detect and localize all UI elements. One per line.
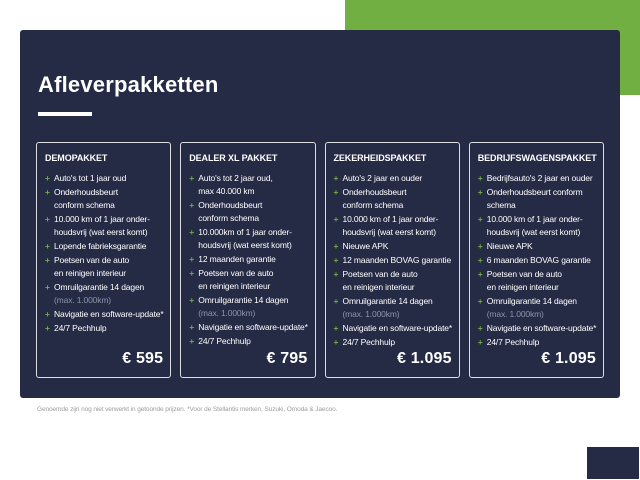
feature-line: Onderhoudsbeurt [198, 200, 263, 210]
package-feature-item [334, 254, 452, 267]
feature-line: 10.000km of 1 jaar onder- [198, 227, 292, 237]
plus-icon: + [189, 200, 195, 210]
feature-line: Auto's tot 2 jaar oud, [198, 173, 273, 183]
plus-icon: + [477, 173, 483, 183]
plus-icon: + [333, 296, 339, 306]
feature-text [54, 254, 129, 280]
feature-text [343, 268, 418, 294]
feature-text [54, 213, 150, 239]
feature-text [343, 172, 423, 185]
feature-line: Navigatie en software-update* [54, 309, 164, 319]
package-feature-item [478, 240, 596, 253]
feature-text [54, 172, 126, 185]
package-feature-item [45, 322, 163, 335]
plus-icon: + [45, 187, 50, 197]
feature-line: Onderhoudsbeurt conform [486, 187, 583, 197]
feature-line: en reinigen interieur [486, 282, 559, 292]
feature-list [478, 172, 596, 349]
feature-list [334, 172, 452, 349]
plus-icon: + [45, 214, 50, 224]
package-feature-item [189, 253, 307, 266]
card-title: DEMOPAKKET [45, 153, 108, 163]
package-feature-item [478, 213, 596, 239]
plus-icon: + [477, 296, 483, 306]
card-price: € 595 [122, 350, 164, 367]
feature-line: Poetsen van de auto [342, 269, 418, 279]
package-feature-item [334, 240, 452, 253]
feature-text [487, 268, 562, 294]
package-feature-item [334, 268, 452, 294]
feature-line: 10.000 km of 1 jaar onder- [342, 214, 439, 224]
feature-line: Nieuwe APK [486, 241, 533, 251]
feature-line: schema [486, 200, 516, 210]
plus-icon: + [189, 322, 195, 332]
feature-line: Nieuwe APK [342, 241, 389, 251]
feature-line: (max. 1.000km) [342, 309, 400, 319]
package-card [469, 142, 604, 378]
plus-icon: + [45, 173, 50, 183]
package-feature-item [478, 186, 596, 212]
package-feature-item [189, 226, 307, 252]
feature-line: conform schema [342, 200, 404, 210]
package-feature-item [334, 172, 452, 185]
feature-line: Onderhoudsbeurt [342, 187, 407, 197]
package-feature-item [189, 321, 307, 334]
package-feature-item [189, 172, 307, 198]
feature-text [198, 321, 307, 334]
plus-icon: + [477, 187, 483, 197]
title-underline-bar [38, 112, 92, 116]
plus-icon: + [477, 214, 483, 224]
feature-line: Omruilgarantie 14 dagen [486, 296, 577, 306]
feature-text [198, 294, 288, 320]
feature-text [343, 336, 395, 349]
package-feature-item [334, 295, 452, 321]
feature-line: 24/7 Pechhulp [198, 336, 251, 346]
plus-icon: + [45, 309, 50, 319]
package-feature-item [478, 254, 596, 267]
feature-text [487, 240, 533, 253]
plus-icon: + [189, 227, 195, 237]
package-feature-item [45, 240, 163, 253]
feature-text [54, 186, 118, 212]
feature-text [54, 240, 146, 253]
page-title: Afleverpakketten [38, 72, 219, 97]
feature-line: 24/7 Pechhulp [486, 337, 540, 347]
plus-icon: + [333, 323, 339, 333]
feature-line: Omruilgarantie 14 dagen [54, 282, 145, 292]
plus-icon: + [333, 337, 339, 347]
afleverpakketten-panel [20, 30, 620, 398]
feature-text [343, 213, 439, 239]
feature-list [45, 172, 163, 335]
feature-line: houdsvrij (wat eerst komt) [342, 227, 436, 237]
feature-text [487, 213, 583, 239]
package-feature-item [45, 254, 163, 280]
feature-line: (max. 1.000km) [54, 295, 111, 305]
feature-text [487, 172, 593, 185]
feature-text [343, 322, 452, 335]
feature-text [343, 240, 389, 253]
package-card [180, 142, 315, 378]
plus-icon: + [45, 282, 50, 292]
plus-icon: + [477, 337, 483, 347]
package-feature-item [478, 322, 596, 335]
feature-text [198, 199, 262, 225]
feature-line: Onderhoudsbeurt [54, 187, 118, 197]
feature-line: Navigatie en software-update* [342, 323, 453, 333]
feature-text [54, 308, 163, 321]
package-card [36, 142, 171, 378]
feature-list [189, 172, 307, 348]
package-feature-item [334, 322, 452, 335]
feature-line: en reinigen interieur [54, 268, 126, 278]
feature-line: Auto's tot 1 jaar oud [54, 173, 127, 183]
plus-icon: + [333, 255, 339, 265]
feature-line: Bedrijfsauto's 2 jaar en ouder [486, 173, 593, 183]
card-title: DEALER XL PAKKET [189, 153, 278, 163]
package-feature-item [478, 295, 596, 321]
package-feature-item [334, 186, 452, 212]
feature-line: (max. 1.000km) [198, 308, 256, 318]
feature-line: houdsvrij (wat eerst komt) [198, 240, 292, 250]
feature-line: max 40.000 km [198, 186, 255, 196]
feature-line: 10.000 km of 1 jaar onder- [486, 214, 583, 224]
feature-line: 6 maanden BOVAG garantie [486, 255, 591, 265]
package-feature-item [478, 336, 596, 349]
card-price: € 1.095 [541, 350, 596, 367]
plus-icon: + [477, 269, 483, 279]
package-feature-item [45, 281, 163, 307]
package-feature-item [334, 336, 452, 349]
footnote: Genoemde zijn nog niet verwerkt in getoonde prijzen. *Voor de Stellantis merken, Suzuki, Omoda & Jaecoo. [37, 406, 338, 413]
plus-icon: + [189, 336, 195, 346]
plus-icon: + [477, 255, 483, 265]
plus-icon: + [333, 269, 339, 279]
feature-line: Omruilgarantie 14 dagen [198, 295, 289, 305]
feature-line: houdsvrij (wat eerst komt) [54, 227, 148, 237]
plus-icon: + [189, 173, 195, 183]
package-feature-item [45, 186, 163, 212]
feature-text [198, 267, 273, 293]
feature-text [198, 335, 250, 348]
card-title: BEDRIJFSWAGENSPAKKET [477, 153, 597, 163]
plus-icon: + [333, 214, 339, 224]
card-price: € 1.095 [396, 350, 452, 367]
feature-text [343, 186, 407, 212]
feature-line: Poetsen van de auto [198, 268, 274, 278]
feature-line: 12 maanden garantie [198, 254, 276, 264]
plus-icon: + [189, 295, 195, 305]
package-card [325, 142, 460, 378]
feature-text [198, 226, 292, 252]
plus-icon: + [333, 187, 339, 197]
feature-text [54, 322, 106, 335]
feature-text [343, 254, 452, 267]
feature-line: conform schema [198, 213, 259, 223]
feature-line: en reinigen interieur [198, 281, 271, 291]
feature-text [487, 186, 583, 212]
package-feature-item [334, 213, 452, 239]
card-title: ZEKERHEIDSPAKKET [333, 153, 427, 163]
package-feature-item [189, 294, 307, 320]
feature-line: conform schema [54, 200, 115, 210]
feature-text [343, 295, 433, 321]
feature-text [487, 254, 591, 267]
package-feature-item [189, 199, 307, 225]
feature-line: (max. 1.000km) [486, 309, 544, 319]
feature-line: Navigatie en software-update* [198, 322, 308, 332]
cards-row [36, 142, 604, 378]
package-feature-item [45, 308, 163, 321]
feature-text [54, 281, 144, 307]
feature-line: 12 maanden BOVAG garantie [342, 255, 452, 265]
feature-text [487, 322, 596, 335]
plus-icon: + [45, 241, 50, 251]
feature-line: Omruilgarantie 14 dagen [342, 296, 433, 306]
feature-line: 10.000 km of 1 jaar onder- [54, 214, 150, 224]
feature-line: Poetsen van de auto [486, 269, 562, 279]
package-feature-item [478, 268, 596, 294]
package-feature-item [189, 267, 307, 293]
feature-line: houdsvrij (wat eerst komt) [486, 227, 581, 237]
plus-icon: + [477, 323, 483, 333]
plus-icon: + [45, 255, 50, 265]
plus-icon: + [477, 241, 483, 251]
plus-icon: + [189, 254, 195, 264]
feature-line: Navigatie en software-update* [486, 323, 597, 333]
plus-icon: + [333, 241, 339, 251]
feature-line: en reinigen interieur [342, 282, 415, 292]
package-feature-item [189, 335, 307, 348]
plus-icon: + [189, 268, 195, 278]
feature-line: Poetsen van de auto [54, 255, 130, 265]
card-price: € 795 [266, 350, 308, 367]
plus-icon: + [45, 323, 50, 333]
feature-text [198, 172, 272, 198]
feature-text [198, 253, 276, 266]
feature-text [487, 295, 577, 321]
feature-line: 24/7 Pechhulp [54, 323, 107, 333]
feature-text [487, 336, 539, 349]
package-feature-item [45, 172, 163, 185]
package-feature-item [45, 213, 163, 239]
plus-icon: + [333, 173, 339, 183]
feature-line: 24/7 Pechhulp [342, 337, 395, 347]
navy-accent-block [587, 447, 639, 479]
feature-line: Lopende fabrieksgarantie [54, 241, 147, 251]
feature-line: Auto's 2 jaar en ouder [342, 173, 423, 183]
package-feature-item [478, 172, 596, 185]
